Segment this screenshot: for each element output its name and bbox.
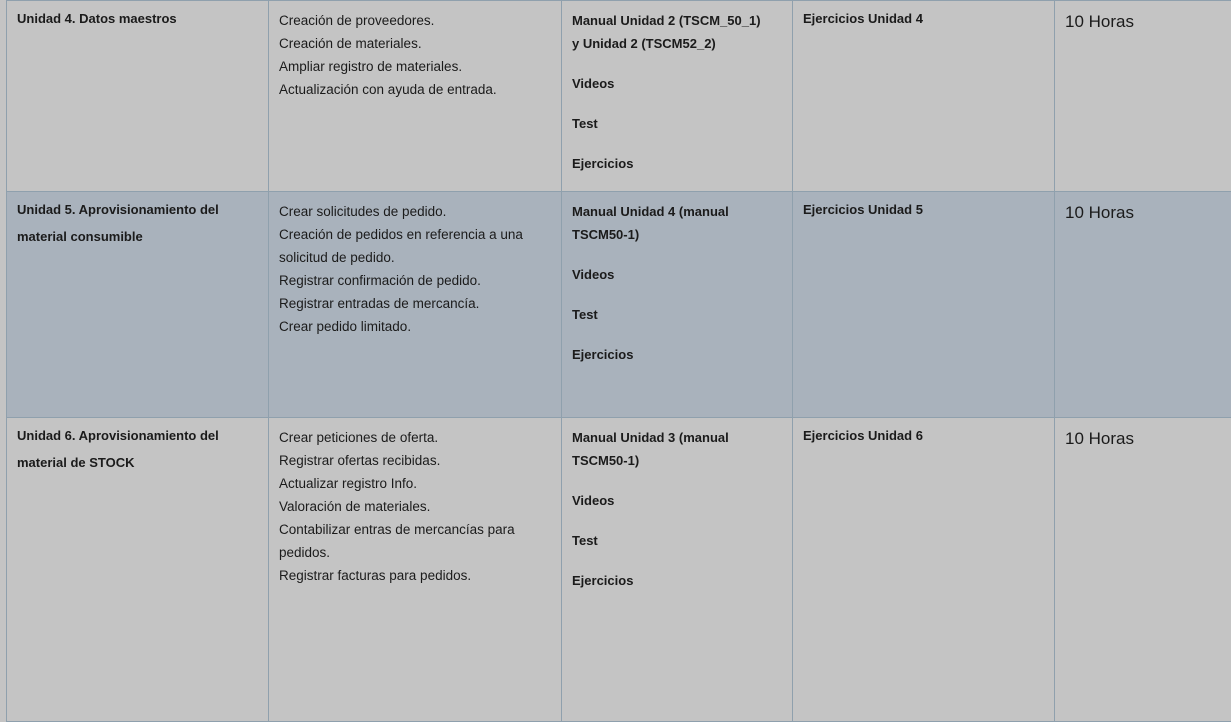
content-item: Creación de materiales.	[279, 32, 551, 55]
unit-material	[562, 192, 793, 418]
unit-contents	[269, 1, 562, 192]
content-item: Crear peticiones de oferta.	[279, 426, 551, 449]
content-item: Creación de proveedores.	[279, 9, 551, 32]
unit-exercises: Ejercicios Unidad 5	[793, 192, 1055, 418]
unit-material	[562, 418, 793, 722]
unit-title: Unidad 6. Aprovisionamiento del material de STOCK	[7, 418, 269, 722]
unit-hours: 10 Horas	[1055, 192, 1231, 418]
resource-test: Test	[572, 303, 782, 326]
content-item: Crear pedido limitado.	[279, 315, 551, 338]
resource-videos: Videos	[572, 263, 782, 286]
unit-contents	[269, 192, 562, 418]
unit-exercises: Ejercicios Unidad 6	[793, 418, 1055, 722]
manual-reference: TSCM50-1)	[572, 449, 782, 472]
resource-videos: Videos	[572, 72, 782, 95]
content-item: Registrar facturas para pedidos.	[279, 564, 551, 587]
content-item: Registrar ofertas recibidas.	[279, 449, 551, 472]
unit-title: Unidad 4. Datos maestros	[7, 1, 269, 192]
manual-reference: y Unidad 2 (TSCM52_2)	[572, 32, 782, 55]
unit-hours: 10 Horas	[1055, 418, 1231, 722]
manual-reference: Manual Unidad 4 (manual	[572, 200, 782, 223]
table-row	[7, 1, 1231, 192]
resource-exercises: Ejercicios	[572, 152, 782, 175]
content-item: Crear solicitudes de pedido.	[279, 200, 551, 223]
unit-exercises: Ejercicios Unidad 4	[793, 1, 1055, 192]
manual-reference: Manual Unidad 3 (manual	[572, 426, 782, 449]
resource-exercises: Ejercicios	[572, 343, 782, 366]
content-item: Actualizar registro Info.	[279, 472, 551, 495]
table-row	[7, 418, 1231, 722]
table-row	[7, 192, 1231, 418]
content-item: Contabilizar entras de mercancías para pedidos.	[279, 518, 551, 564]
unit-contents	[269, 418, 562, 722]
unit-title: Unidad 5. Aprovisionamiento del material consumible	[7, 192, 269, 418]
content-item: Valoración de materiales.	[279, 495, 551, 518]
content-item: Registrar confirmación de pedido.	[279, 269, 551, 292]
resource-exercises: Ejercicios	[572, 569, 782, 592]
content-item: Registrar entradas de mercancía.	[279, 292, 551, 315]
content-item: Actualización con ayuda de entrada.	[279, 78, 551, 101]
resource-test: Test	[572, 529, 782, 552]
manual-reference: TSCM50-1)	[572, 223, 782, 246]
unit-hours: 10 Horas	[1055, 1, 1231, 192]
resource-videos: Videos	[572, 489, 782, 512]
content-item: Creación de pedidos en referencia a una solicitud de pedido.	[279, 223, 551, 269]
content-item: Ampliar registro de materiales.	[279, 55, 551, 78]
unit-material	[562, 1, 793, 192]
resource-test: Test	[572, 112, 782, 135]
manual-reference: Manual Unidad 2 (TSCM_50_1)	[572, 9, 782, 32]
course-schedule-table	[6, 0, 1231, 722]
